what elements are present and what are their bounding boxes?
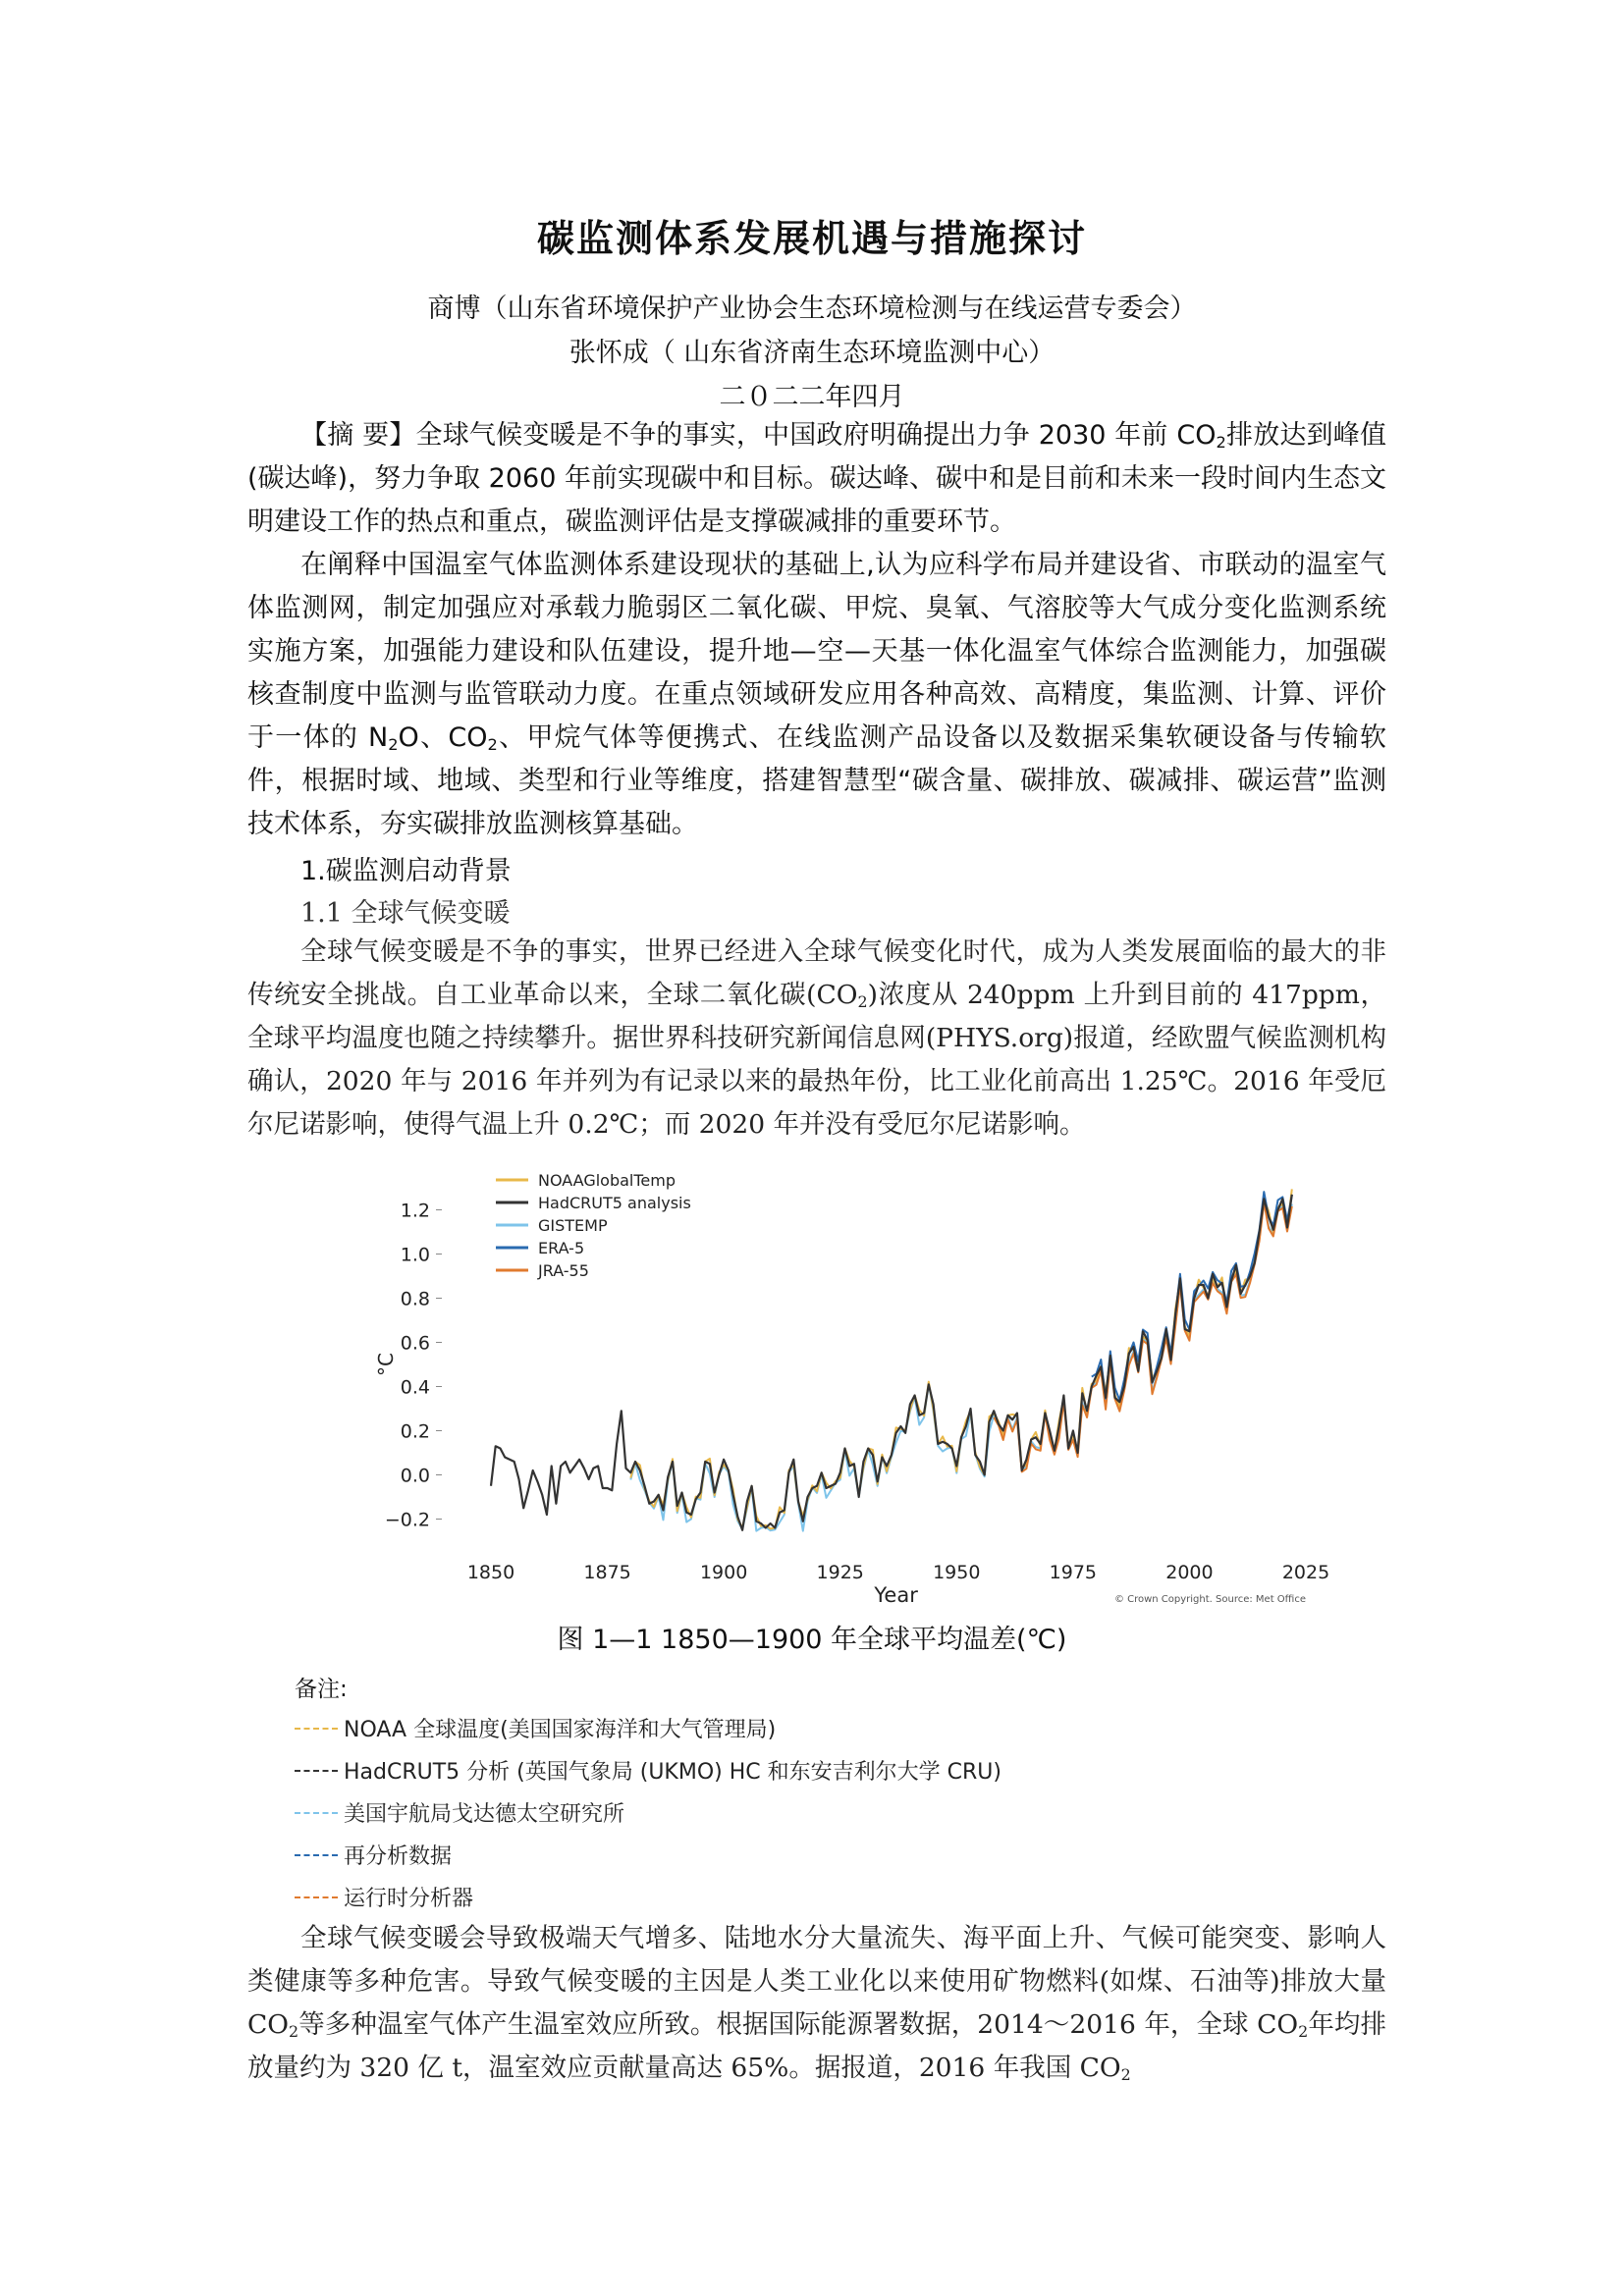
y-tick-label: 0.4	[400, 1376, 430, 1399]
x-tick-label: 2000	[1165, 1562, 1214, 1583]
x-tick-label: 1850	[466, 1562, 515, 1583]
note-item	[295, 1755, 1001, 1786]
note-item	[295, 1713, 776, 1743]
subscript: 2	[1120, 2064, 1131, 2084]
subscript: 2	[857, 991, 868, 1011]
abstract-text: 全球气候变暖是不争的事实，中国政府明确提出力争 2030 年前 CO	[415, 420, 1217, 451]
abstract-paragraph-2	[247, 544, 1386, 846]
chart-svg	[373, 1153, 1335, 1605]
y-tick-label: 0.8	[400, 1288, 430, 1310]
author-line-2: 张怀成（ 山东省济南生态环境监测中心）	[568, 338, 1056, 368]
x-tick-label: 1925	[816, 1562, 864, 1583]
body-text: 全球气候变暖是不争的事实，世界已经进入全球气候变化时代，成为人类发展面临的最大的非传统安全挑战。自工业革命以来，全球二氧化碳(CO	[247, 936, 1386, 1010]
note-text: HadCRUT5 分析 (英国气象局 (UKMO) HC 和东安吉利尔大学 CRU)	[344, 1760, 1001, 1785]
x-tick-label: 2025	[1281, 1562, 1330, 1583]
legend-dash	[295, 1812, 338, 1814]
x-tick-label: 1950	[933, 1562, 981, 1583]
legend-dash	[295, 1770, 338, 1772]
subscript: 2	[388, 735, 399, 755]
note-text: 美国宇航局戈达德太空研究所	[344, 1802, 625, 1827]
section-heading-1: 1.碳监测启动背景	[300, 856, 512, 886]
subscript: 2	[289, 2021, 299, 2041]
date-line: 二０二二年四月	[719, 382, 905, 412]
note-text: 再分析数据	[344, 1844, 453, 1869]
note-text: NOAA 全球温度(美国国家海洋和大气管理局)	[344, 1718, 777, 1742]
abstract-paragraph-1	[247, 414, 1386, 544]
y-tick-label: 0.6	[400, 1332, 430, 1355]
y-tick-label: 0.0	[400, 1465, 430, 1487]
body-paragraph-2	[247, 1917, 1386, 2090]
abstract-text: 在阐释中国温室气体监测体系建设现状的基础上,认为应科学布局并建设省、市联动的温室气体监测网，制定加强应对承载力脆弱区二氧化碳、甲烷、臭氧、气溶胶等大气成分变化监测系统实施方案，加强能力建设和队伍建设，提升地—空—天基一体化温室气体综合监测能力，加强碳核查制度中监测与监管联动力度。在重点领域研发应用各种高效、高精度，集监测、计算、评价于一体的 N	[247, 550, 1386, 753]
author-line-1: 商博（山东省环境保护产业协会生态环境检测与在线运营专委会）	[427, 294, 1197, 324]
paper-title: 碳监测体系发展机遇与措施探讨	[536, 217, 1087, 260]
x-tick-label: 1900	[699, 1562, 748, 1583]
abstract-text: O、CO	[398, 722, 488, 753]
legend-dash	[295, 1728, 338, 1730]
source-note: © Crown Copyright. Source: Met Office	[1113, 1594, 1306, 1605]
note-item	[295, 1797, 624, 1828]
legend-label: ERA-5	[538, 1239, 585, 1257]
figure-caption: 图 1—1 1850—1900 年全球平均温差(℃)	[557, 1625, 1067, 1655]
notes-heading: 备注:	[295, 1677, 348, 1702]
legend-label: HadCRUT5 analysis	[538, 1194, 691, 1212]
legend-dash	[295, 1854, 338, 1856]
abstract-text: 排放达到峰值(碳达峰)，努力争取 2060 年前实现碳中和目标。碳达峰、碳中和是目前和未来一段时间内生态文明建设工作的热点和重点，碳监测评估是支撑碳减排的重要环节。	[247, 420, 1386, 537]
x-tick-label: 1875	[583, 1562, 631, 1583]
subscript: 2	[487, 735, 498, 755]
body-text: 等多种温室气体产生温室效应所致。根据国际能源署数据，2014～2016 年，全球 CO	[298, 2009, 1299, 2040]
subscript: 2	[1298, 2021, 1309, 2041]
abstract-label: 【摘 要】	[300, 420, 416, 451]
y-tick-label: −0.2	[384, 1509, 430, 1531]
body-text: )浓度从 240ppm 上升到目前的 417ppm，全球平均温度也随之持续攀升。据世界科技研究新闻信息网(PHYS.org)报道，经欧盟气候监测机构确认，2020 年与 2016 年并列为有记录以来的最热年份，比工业化前高出 1.25℃。2016 年受厄尔尼诺影响，使得气温上升 0.2℃；而 2020 年并没有受厄尔尼诺影响。	[247, 980, 1386, 1140]
note-text: 运行时分析器	[344, 1887, 474, 1911]
temperature-chart	[373, 1153, 1335, 1605]
legend-label: NOAAGlobalTemp	[538, 1171, 677, 1190]
legend-label: GISTEMP	[538, 1216, 608, 1235]
note-item	[295, 1882, 473, 1912]
section-heading-1-1: 1.1 全球气候变暖	[300, 898, 511, 929]
legend-dash	[295, 1896, 338, 1898]
legend-label: JRA-55	[538, 1261, 589, 1280]
abstract-text: 、甲烷气体等便携式、在线监测产品设备以及数据采集软硬设备与传输软件，根据时域、地域、类型和行业等维度，搭建智慧型“碳含量、碳排放、碳减排、碳运营”监测技术体系，夯实碳排放监测核算基础。	[247, 722, 1387, 839]
x-axis-label: Year	[874, 1583, 918, 1605]
subscript: 2	[1216, 433, 1226, 453]
y-tick-label: 1.2	[400, 1200, 430, 1222]
body-text: 年均排放量约为 320 亿 t，温室效应贡献量高达 65%。据报道，2016 年我国 CO	[247, 2009, 1387, 2083]
body-text: 全球气候变暖会导致极端天气增多、陆地水分大量流失、海平面上升、气候可能突变、影响人类健康等多种危害。导致气候变暖的主因是人类工业化以来使用矿物燃料(如煤、石油等)排放大量 CO	[247, 1923, 1386, 2040]
y-tick-label: 1.0	[400, 1244, 430, 1266]
y-axis-label: °C	[374, 1353, 398, 1376]
x-tick-label: 1975	[1049, 1562, 1098, 1583]
y-tick-label: 0.2	[400, 1420, 430, 1443]
body-paragraph-1	[247, 931, 1386, 1147]
note-item	[295, 1840, 452, 1870]
